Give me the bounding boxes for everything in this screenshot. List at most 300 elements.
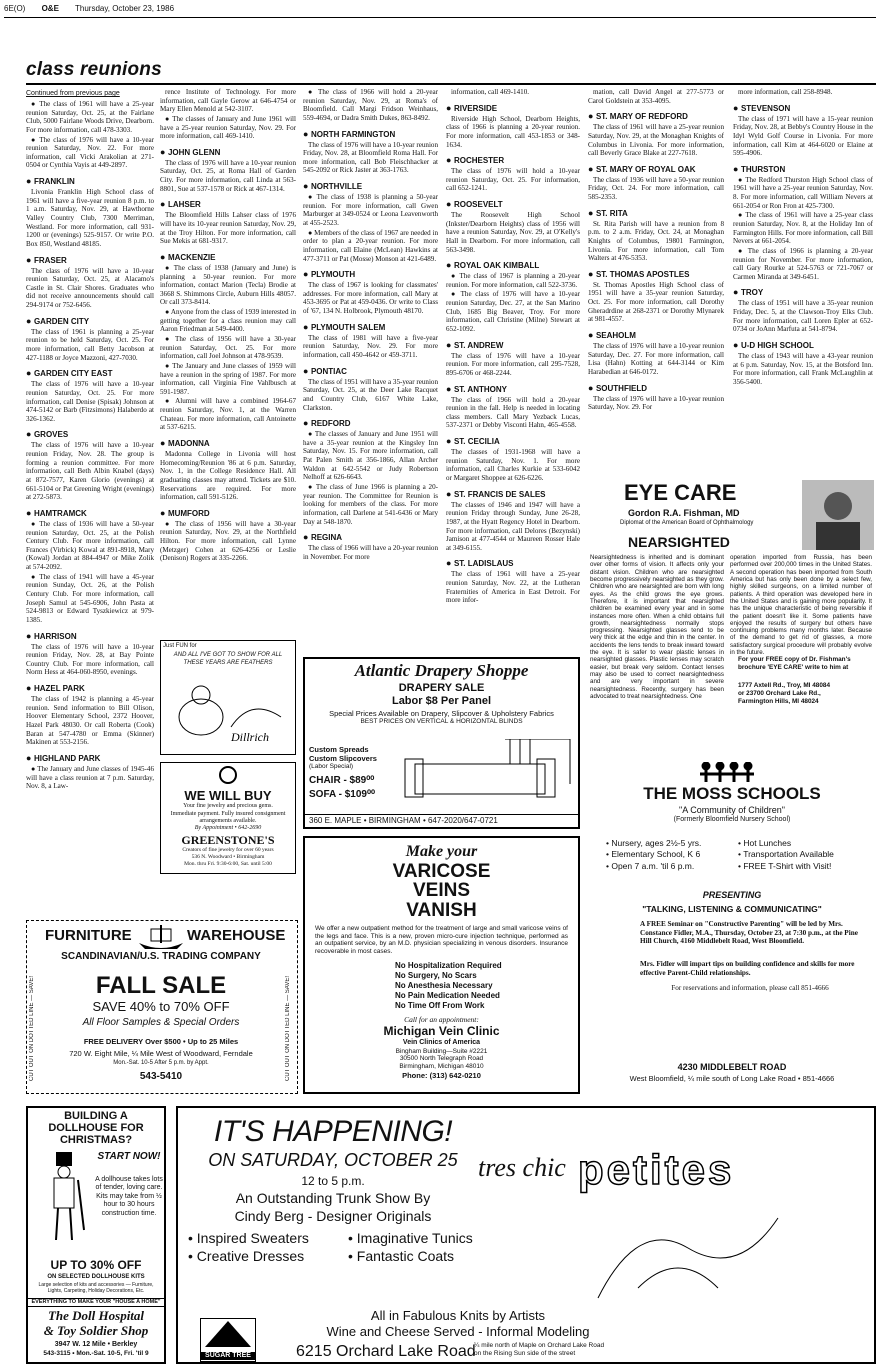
reunion-entry-text: The class of 1976 will have a 10-year reunion Saturday, Oct. 25, at Alacamo's Castle in St. Clair Shores. Graduates who did not receive announcements should call 294-9174 or 752-6456. <box>26 266 154 310</box>
sugar-tree-logo <box>200 1318 256 1362</box>
reunion-school-heading <box>303 269 438 280</box>
bullet-icon: ● <box>733 102 741 113</box>
reunion-entry-text: The class of 1976 will have a 10-year reunion Friday, Nov. 28, at Bloomfield Roma Hall. For more information, call Bob Fleischhacker at 545-2092 or Rick Jaster at 363-1763. <box>303 140 438 175</box>
reunion-school-heading <box>446 103 580 114</box>
petites-cindy: Cindy Berg - Designer Originals <box>234 1208 432 1224</box>
varicose-line-2: VEINS <box>412 880 471 902</box>
reunion-school-heading <box>26 683 154 694</box>
reunion-entry-text: ● The class of 1967 is planning a 20-year reunion. For more information, call 522-3736. <box>446 272 580 289</box>
petites-time: 12 to 5 p.m. <box>301 1174 365 1188</box>
reunion-school-name: STEVENSON <box>740 103 791 113</box>
tree-icon <box>201 1319 255 1349</box>
reunion-entry-text: The class of 1976 will hold a 10-year reunion Saturday, Oct. 25. For information, call 652-1241. <box>446 167 580 193</box>
bullet-icon: ● <box>303 532 311 543</box>
eye-care-address-1: 1777 Axtell Rd., Troy, MI 48084 <box>738 682 830 689</box>
bullet-icon: ● <box>446 155 454 166</box>
reunion-school-heading <box>446 436 580 447</box>
doll-hospital-ad <box>26 1106 166 1364</box>
dillrich-caption: AND ALL I'VE GOT TO SHOW FOR ALL THESE YEARS ARE FEATHERS <box>173 652 283 666</box>
varicose-clinic-1: Vein Clinics of America <box>402 1038 481 1046</box>
petites-date: ON SATURDAY, OCTOBER 25 <box>208 1150 458 1170</box>
reunion-school-heading <box>446 384 580 395</box>
moss-bullets-right <box>738 838 834 872</box>
reunion-entry-text: ● The Redford Thurston High School class of 1961 will have a 25-year reunion Saturday, Nov. 8. For more information, call William Nevers at 661-2054 or Ron Fron at 425-7300. <box>733 175 873 210</box>
reunion-school-name: GARDEN CITY <box>33 316 90 326</box>
bullet-icon: ● <box>446 383 454 394</box>
petites-logo-text: petites <box>578 1146 735 1193</box>
varicose-no-4: No Pain Medication Needed <box>395 991 500 1001</box>
reunion-school-name: SEAHOLM <box>595 331 636 341</box>
furniture-save: SAVE 40% to 70% OFF <box>92 999 230 1014</box>
sofa-illustration <box>395 739 575 809</box>
bullet-icon: ● <box>733 163 741 174</box>
moss-presenting: PRESENTING <box>702 890 762 900</box>
paper-name: O&E <box>41 4 59 13</box>
bullet-icon: ● <box>26 368 34 379</box>
reunion-entry-text: The class of 1943 will have a 43-year reunion at 6 p.m. Saturday, Nov. 15, at the Botsford Inn. For more information, call Frank McLaughlin at 356-5400. <box>733 351 873 386</box>
reunion-column-3 <box>303 88 438 638</box>
reunion-school-heading <box>26 176 154 187</box>
furniture-phone: 543-5410 <box>139 1071 183 1082</box>
varicose-veins-ad <box>303 836 580 1094</box>
reunion-school-name: FRASER <box>33 255 67 265</box>
varicose-clinic-3: 30500 North Telegraph Road <box>399 1055 484 1063</box>
reunion-entry-text: ● The class of 1966 will hold a 20-year reunion Saturday, Nov. 29, at Roma's of Bloomfield. Call Margi Fridson Weinhaus, 559-4694, or Dadra Smith Dukes, 863-8492. <box>303 88 438 122</box>
reunion-entry-text: The class of 1967 is looking for classmates' addresses. For more information, call Mary at 453-3695 or Pat at 459-0436. Or write to Class of '67, 134 N. Holbrook, Plymouth 48170. <box>303 281 438 316</box>
eye-care-free-brochure: For your FREE copy of Dr. Fishman's brochure 'EYE CARE' write to him at <box>738 656 851 671</box>
reunion-entry-text: Livonia Franklin High School class of 1961 will have a five-year reunion 8 p.m. to 1 a.m. Saturday, Nov. 29, at Hawthorne Valley Country Club, 7300 Merriman, Westland. For more information, call 931-1200 or (evenings) 525-9157. Or write P.O. Box 850, Westland 48185. <box>26 188 154 248</box>
drapery-spreads: Custom Spreads <box>309 745 369 754</box>
moss-bullet-3-text: Open 7 a.m. 'til 6 p.m. <box>611 860 695 871</box>
eye-care-doctor: Gordon R.A. Fishman, MD <box>628 508 740 518</box>
moss-schools-ad <box>588 762 876 1094</box>
tres-chic-petites-ad <box>176 1106 876 1364</box>
moss-bullet-6: • FREE T-Shirt with Visit! <box>738 860 832 871</box>
cut-out-note-right: CUT OUT ON DOTTED LINE — SAVE! <box>285 975 291 1081</box>
reunion-entry-text: ● The class of 1966 is planning a 20-year reunion for November. For more information, call Gary Rourke at 524-5763 or 721-7067 or Carmen Miranda at 349-6451. <box>733 246 873 281</box>
moss-formerly: (Formerly Bloomfield Nursery School) <box>673 815 791 823</box>
reunion-entry-text: The class of 1976 will have a 10-year reunion. For more information, call 295-7528, 895-6706 or 468-2244. <box>446 351 580 377</box>
issue-date: Thursday, October 23, 1986 <box>75 4 175 13</box>
reunion-entry-text: The class of 1936 will have a 50-year reunion Friday, Oct. 24. For more information, call 585-2353. <box>588 175 724 202</box>
reunion-column-5 <box>588 88 724 453</box>
reunion-school-name: FRANKLIN <box>33 177 75 187</box>
bullet-icon: ● <box>446 199 454 210</box>
eye-care-right-text: operation imported from Russia, has been performed over 200,000 times in the United States. A second operation has been imported from South America but has only been done by a select few, highly skilled surgeons, on a limited number of patients. A third operation was developed here in the United States and is gaining more popularity. It has the unique characteristic of being reversible if the patient doesn't like it. Some patients have enjoyed the results of surgery but others have continuing problems many months later. Because of the demand to get rid of glasses, a more satisfactory surgical procedure will probably evolve in the future. <box>730 554 872 657</box>
petites-items-right <box>348 1230 473 1265</box>
bullet-icon: ● <box>303 269 311 280</box>
reunion-entry-text: Madonna College in Livonia will host Homecoming/Reunion '86 at 6 p.m. Saturday, Nov. 1, in the College Residence Hall. All graduating classes may attend. Tickets are $10. Reservations are required. For more information, call 591-5126. <box>160 450 296 502</box>
children-icon <box>698 762 758 784</box>
doll-hospital-address: 3947 W. 12 Mile • Berkley <box>54 1341 138 1348</box>
drapery-slipcovers: Custom Slipcovers <box>309 754 377 763</box>
reunion-school-heading <box>160 252 296 263</box>
reunion-entry-text: ● The class of 1961 will have a 25-year reunion Saturday, Oct. 25, at the Fairlane Club, 5000 Fairlane Woods Drive, Dearborn. For more information, call 478-3303. <box>26 100 154 134</box>
reunion-school-name: HIGHLAND PARK <box>33 753 101 763</box>
reunion-school-name: ST. RITA <box>595 208 628 218</box>
reunion-entry-text: ● The classes of January and June 1951 will have a 35-year reunion at the Kingsley Inn Saturday, Nov. 15. For more information, call Pat Palen Smith at 356-1866, Allan Archer Waldon at 642-5542 or Judy Robertson Nelhoff at 626-6643. <box>303 430 438 482</box>
bullet-icon: ● <box>303 128 311 139</box>
moss-bullet-6-text: FREE T-Shirt with Visit! <box>743 860 832 871</box>
moss-tagline: "A Community of Children" <box>679 804 785 815</box>
furniture-hours: Mon.-Sat. 10-5 After 5 p.m. by Appt. <box>113 1060 209 1066</box>
bullet-icon: ● <box>26 254 34 265</box>
reunion-entry-text: ● The class of 1961 will have a 25-year class reunion Saturday, Nov. 8, at the Holiday Inn of Farmington Hills. For more information, call Bill Nevers at 661-2054. <box>733 211 873 246</box>
reunion-school-heading <box>588 208 724 219</box>
reunion-entry-text: ● The class of June 1966 is planning a 20-year reunion. The Committee for Reunion is looking for members of the class. For more information, call Darlene at 541-6436 or Mary Day at 548-1870. <box>303 482 438 526</box>
petites-item-1: • Inspired Sweaters <box>188 1230 309 1246</box>
reunion-school-heading <box>303 181 438 192</box>
greenstone-line-1: Your fine jewelry and precious gems. <box>183 803 273 810</box>
reunion-school-name: ST. MARY OF ROYAL OAK <box>595 164 696 174</box>
drapery-shop-name: Atlantic Drapery Shoppe <box>354 661 529 680</box>
petites-items-left <box>188 1230 309 1265</box>
reunion-entry-text: ● Alumni will have a combined 1964-67 reunion Saturday, Nov. 1, at the Warren Chateau. For more information, call Antoinette at 537-6215. <box>160 397 296 432</box>
reunion-school-heading <box>733 164 873 175</box>
reunion-school-heading <box>26 368 154 379</box>
reunion-school-name: ST. CECILIA <box>453 437 500 447</box>
reunion-school-name: PONTIAC <box>310 366 347 376</box>
reunion-entry-text: The class of 1981 will have a five-year reunion Saturday, Nov. 29. For more information, call 450-4642 or 459-3711. <box>303 333 438 359</box>
furniture-floor-samples: All Floor Samples & Special Orders <box>82 1017 240 1028</box>
reunion-school-name: REDFORD <box>310 419 351 429</box>
bullet-icon: ● <box>26 507 34 518</box>
varicose-no-1: No Hospitalization Required <box>395 961 502 971</box>
moss-bullet-1: • Nursery, ages 2½-5 yrs. <box>606 838 702 848</box>
reunion-entry-text: The class of 1976 will have a 10-year reunion Saturday, Oct. 25. For more information, call Denise (Spisak) Johnson at 474-5142 or Barb (Fitzsimons) Halaberdo at 326-1362. <box>26 380 154 423</box>
reunion-school-heading <box>446 260 580 271</box>
varicose-no-3: No Anesthesia Necessary <box>395 981 493 991</box>
reunion-entry-text: The class of 1966 will have a 20-year reunion in November. For more <box>303 544 438 561</box>
reunion-entry-text: The class of 1966 will hold a 20-year reunion in the fall. Help is needed in locating class members. Call Mary Yezback Lucas, 537-2371 or Debby Visconti Hahn, 465-4558. <box>446 395 580 430</box>
reunion-school-name: NORTHVILLE <box>310 182 363 192</box>
dollhouse-body: A dollhouse takes lots of tender, loving care. Kits may take from ½ hour to 30 hours construction time. <box>95 1176 163 1217</box>
furniture-address: 720 W. Eight Mile, ¼ Mile West of Woodward, Ferndale <box>69 1049 253 1058</box>
moss-address: 4230 MIDDLEBELT ROAD <box>677 1062 787 1072</box>
reunion-school-name: JOHN GLENN <box>167 147 221 157</box>
drapery-labor-price: Labor $8 Per Panel <box>391 695 492 708</box>
varicose-no-list <box>395 961 578 1011</box>
bullet-icon: ● <box>26 176 34 187</box>
moss-bullet-5: • Transportation Available <box>738 849 834 860</box>
varicose-clinic-name: Michigan Vein Clinic <box>383 1024 500 1039</box>
varicose-clinic-phone: Phone: (313) 642-0210 <box>402 1071 481 1081</box>
reunion-school-heading <box>303 418 438 429</box>
petites-wine: Wine and Cheese Served - Informal Modeling <box>326 1324 590 1339</box>
reunion-school-name: PLYMOUTH SALEM <box>310 322 386 332</box>
petites-item-3: • Imaginative Tunics <box>348 1230 473 1246</box>
drapery-sofa-price: SOFA - $109⁰⁰ <box>309 789 376 800</box>
reunion-school-heading <box>733 340 873 351</box>
reunion-entry-text: ● Members of the class of 1967 are needed in order to plan a 20-year reunion. For more information, call Elaine (McLean) Hawkins at 477-3711 or Pat (Mosse) Monson at 421-6489. <box>303 228 438 263</box>
greenstone-line-4: Creators of fine jewelry for over 60 years <box>182 847 274 854</box>
reunion-entry-text: St. Thomas Apostles High School class of 1951 will have a 35-year reunion Saturday, Oct. 25. For more information, call Dorothy Gheradrdine at 268-2371 or Dorothy Mlynarek at 981-4557. <box>588 280 724 324</box>
reunion-school-heading <box>303 322 438 333</box>
bullet-icon: ● <box>588 268 596 279</box>
moss-reservations: For reservations and information, please call 851-4666 <box>671 984 829 992</box>
reunion-entry-text: information, call 469-1410. <box>451 88 530 96</box>
reunion-school-heading <box>160 508 296 519</box>
sugar-tree-text: SUGAR TREE <box>201 1352 255 1361</box>
reunion-school-name: U-D HIGH SCHOOL <box>740 341 814 350</box>
reunion-entry-text: The class of 1951 will have a 35-year reunion Friday, Dec. 5, at the Clawson-Troy Elks Club. For more information, call Loren Epler at 652-0734 or JoAnn Marfuta at 541-8794. <box>733 299 873 334</box>
reunion-school-heading <box>26 429 154 440</box>
bullet-icon: ● <box>446 558 454 569</box>
bullet-icon: ● <box>160 251 168 262</box>
reunion-school-heading <box>160 438 296 449</box>
eye-care-title: EYE CARE <box>624 480 737 505</box>
petites-item-2: • Creative Dresses <box>188 1247 305 1264</box>
petites-item-1-text: Inspired Sweaters <box>196 1230 309 1246</box>
will-buy-heading: WE WILL BUY <box>184 787 272 803</box>
reunion-entry-text: rence Institute of Technology. For more information, call Gayle Gerow at 646-4754 or Mary Ellen Menold at 542-3107. <box>160 88 296 114</box>
reunion-school-heading <box>446 155 580 166</box>
reunion-entry-text: ● Anyone from the class of 1939 interested in getting together for a class reunion may call Aaron Friedman at 549-4400. <box>160 308 296 334</box>
dillrich-top: Just FUN for <box>163 643 197 649</box>
reunion-school-name: ST. MARY OF REDFORD <box>595 112 688 122</box>
reunion-school-heading <box>303 366 438 377</box>
section-title: class reunions <box>26 59 162 80</box>
reunion-entry-text: ● The class of 1976 will have a 10-year reunion Saturday, Nov. 22. For more information, call Vicki Arakolian at 271-0504 or Cynthia Vayis at 449-2897. <box>26 135 154 170</box>
fashion-sketch-illustration <box>578 1208 798 1308</box>
bullet-icon: ● <box>303 321 311 332</box>
reunion-entry-text: The class of 1951 will have a 35-year reunion Saturday, Oct. 25, at the Deer Lake Racquet and Country Club, 6167 White Lake, Clarkston. <box>303 377 438 412</box>
drapery-address: 360 E. MAPLE • BIRMINGHAM • 647-2020/647-0721 <box>305 814 578 827</box>
tres-chic-logo-text: tres chic <box>478 1153 566 1182</box>
reunion-school-heading <box>303 129 438 140</box>
reunion-school-heading <box>446 558 580 569</box>
reunion-column-6 <box>733 88 873 453</box>
continued-note: Continued from previous page <box>26 90 120 97</box>
moss-schools-name: THE MOSS SCHOOLS <box>643 784 821 803</box>
moss-bullet-4: • Hot Lunches <box>738 838 792 848</box>
bullet-icon: ● <box>160 146 168 157</box>
petites-item-3-text: Imaginative Tunics <box>356 1230 473 1246</box>
reunion-school-name: LAHSER <box>167 200 201 210</box>
drapery-labor-special: (Labor Special) <box>309 763 354 770</box>
bullet-icon: ● <box>26 429 34 440</box>
reunion-entry-text: The class of 1961 is planning a 25-year reunion to be held Saturday, Oct. 25. For more information, call Betty Jacobson at 427-1188 or Joyce Mazzoni, 427-7030. <box>26 327 154 362</box>
its-happening-heading: IT'S HAPPENING! <box>213 1115 453 1148</box>
reunion-school-heading <box>303 532 438 543</box>
greenstones-name: GREENSTONE'S <box>181 832 275 847</box>
bullet-icon: ● <box>26 683 34 694</box>
dillrich-ad <box>160 640 296 755</box>
moss-bullet-2-text: Elementary School, K 6 <box>611 849 701 860</box>
dollhouse-selected: ON SELECTED DOLLHOUSE KITS <box>47 1274 145 1280</box>
reunion-entry-text: The Bloomfield Hills Lahser class of 1976 will have its 10-year reunion Saturday, Nov. 29, at the Troy Hilton. For more information, call Sue Mekis at 681-9317. <box>160 211 296 246</box>
doll-hospital-hours: 543-3115 • Mon.-Sat. 10-5, Fri. 'til 9 <box>43 1350 149 1357</box>
greenstones-ad <box>160 762 296 874</box>
title-rule <box>26 83 876 85</box>
bullet-icon: ● <box>588 111 596 122</box>
svg-text:Dillrich: Dillrich <box>231 729 269 744</box>
reunion-column-4 <box>446 88 580 638</box>
moss-seminar-desc-2: Mrs. Fidler will impart tips on building confidence and skills for more effective Parent-Child relationships. <box>640 960 855 977</box>
varicose-make-your: Make your <box>405 843 478 860</box>
viking-ship-icon <box>137 923 185 951</box>
bullet-icon: ● <box>26 315 34 326</box>
petites-address-note-1: ¼ mile north of Maple on Orchard Lake Road <box>474 1342 605 1349</box>
reunion-entry-text: ● The classes of January and June 1961 will have a 25-year reunion Saturday, Nov. 29. For more information, call 469-1410. <box>160 114 296 141</box>
bullet-icon: ● <box>733 340 741 350</box>
reunion-school-heading <box>26 753 154 764</box>
reunion-entry-text: The class of 1976 will have a 10-year reunion Friday, Nov. 28. The group is forming a reunion committee. For more information, call Beth Albin Knabel (days) at 872-7577, Karen Glorio (evenings) at 661-5104 or Pat Greening Wright (evenings) at 272-5873. <box>26 441 154 502</box>
reunion-school-heading <box>588 164 724 175</box>
moss-seminar-title: "TALKING, LISTENING & COMMUNICATING" <box>642 904 822 914</box>
eye-care-diploma: Diplomat of the American Board of Ophthalmology <box>620 520 754 526</box>
bullet-icon: ● <box>588 207 596 218</box>
reunion-school-name: THURSTON <box>740 164 786 174</box>
dollhouse-title: BUILDING A DOLLHOUSE FOR CHRISTMAS? <box>48 1110 144 1147</box>
bullet-icon: ● <box>160 507 168 518</box>
reunion-entry-text: Riverside High School, Dearborn Heights, class of 1966 is planning a 20-year reunion. For more information, call 453-1853 or 348-1634. <box>446 114 580 149</box>
reunion-entry-text: ● The January and June classes of 1945-46 will have a class reunion at 7 p.m. Saturday, Nov. 8, a Law- <box>26 764 154 791</box>
reunion-school-name: REGINA <box>310 533 343 543</box>
reunion-entry-text: ● The class of 1956 will have a 30-year reunion Saturday, Nov. 29, at the Northfield Hilton. For more information, call Lynne (Metzger) Cohen at 626-4256 or Leslie (Denison) Rogers at 335-2266. <box>160 519 296 563</box>
doctor-photo <box>802 480 874 550</box>
reunion-school-name: ST. ANTHONY <box>453 384 507 394</box>
moss-bullet-5-text: Transportation Available <box>743 849 834 860</box>
bullet-icon: ● <box>160 438 168 449</box>
greenstone-line-2: Immediate payment. Fully insured consignment arrangements available. <box>170 810 286 825</box>
bullet-icon: ● <box>588 382 596 393</box>
petites-address-note-2: on the Rising Sun side of the street <box>474 1350 576 1357</box>
drapery-sale-heading: DRAPERY SALE <box>398 681 485 694</box>
page-number: 6E(O) <box>4 4 26 13</box>
varicose-clinic-4: Birmingham, Michigan 48010 <box>399 1063 484 1071</box>
reunion-school-name: MADONNA <box>167 439 210 449</box>
reunion-entry-text: The class of 1976 will have a 10-year reunion Saturday, Dec. 27. For more information, call Lisa (Hahn) Kotting at 644-3144 or Kim Harabedian at 646-0172. <box>588 342 724 376</box>
reunion-school-name: ST. LADISLAUS <box>453 559 514 569</box>
furniture-subtitle: SCANDINAVIAN/U.S. TRADING COMPANY <box>61 951 261 962</box>
atlantic-drapery-ad <box>303 657 580 829</box>
varicose-no-5: No Time Off From Work <box>395 1001 485 1011</box>
eye-care-ad <box>588 478 876 710</box>
reunion-school-heading <box>26 631 154 642</box>
drapery-best: BEST PRICES ON VERTICAL & HORIZONTAL BLINDS <box>360 717 523 725</box>
reunion-school-name: ST. THOMAS APOSTLES <box>595 269 690 279</box>
furniture-warehouse-ad <box>26 920 298 1094</box>
reunion-entry-text: ● The January and June classes of 1959 will have a reunion in the spring of 1987. For more information, call Virginia Fine Vahlbusch at 591-1987. <box>160 361 296 396</box>
moss-bullet-1-text: Nursery, ages 2½-5 yrs. <box>611 838 702 848</box>
varicose-clinic-2: Bingham Building—Suite #2221 <box>395 1047 488 1055</box>
fall-sale-heading: FALL SALE <box>95 972 227 999</box>
varicose-line-3: VANISH <box>406 900 477 922</box>
reunion-school-heading <box>160 199 296 210</box>
bullet-icon: ● <box>446 260 454 271</box>
bullet-icon: ● <box>303 418 311 429</box>
doll-hospital-name-1: The Doll Hospital <box>47 1308 145 1323</box>
warehouse-word: WAREHOUSE <box>187 927 286 944</box>
reunion-entry-text: The class of 1976 will have a 10-year reunion Friday, Nov. 28, at Bay Pointe Country Club. For more information, call Norm Hess at 464-060-8950, evenings. <box>26 642 154 677</box>
bullet-icon: ● <box>446 339 454 350</box>
reunion-entry-text: ● The class of 1938 is planning a 50-year reunion. For more information, call Gwen Marburger at 349-0524 or Leona Leavenworth at 455-2523. <box>303 193 438 227</box>
reunion-school-heading <box>588 111 724 122</box>
nearsighted-heading: NEARSIGHTED <box>628 534 730 550</box>
toy-soldier-illustration <box>34 1150 94 1250</box>
reunion-entry-text: ● The class of 1936 will have a 50-year reunion Saturday, Oct. 25, at the Polish Century Club. For more information, call Frances (Virbick) Kowal at 891-8918, Mary (Kowal) Jordan at 884-4947 or Mike Zolik at 574-2092. <box>26 519 154 572</box>
furniture-delivery: FREE DELIVERY Over $500 • Up to 25 Miles <box>83 1037 239 1046</box>
bullet-icon: ● <box>160 199 168 210</box>
varicose-line-1: VARICOSE <box>392 860 491 882</box>
bullet-icon: ● <box>26 752 34 763</box>
reunion-school-name: HARRISON <box>33 631 77 641</box>
bullet-icon: ● <box>733 287 741 298</box>
moss-address-2: West Bloomfield, ¼ mile south of Long Lake Road • 851-4666 <box>629 1074 835 1083</box>
reunion-school-heading <box>446 340 580 351</box>
reunion-school-name: ROOSEVELT <box>453 200 503 210</box>
reunion-school-name: ST. FRANCIS DE SALES <box>453 489 546 499</box>
reunion-entry-text: The class of 1961 will have a 25-year reunion Saturday, Nov. 22, at the Lutheran Fraternities of America in East Detroit. For more infor- <box>446 570 580 605</box>
reunion-school-name: GARDEN CITY EAST <box>33 369 113 379</box>
reunion-school-name: ST. ANDREW <box>453 340 504 350</box>
moss-bullet-4-text: Hot Lunches <box>743 838 792 848</box>
reunion-entry-text: The classes of 1946 and 1947 will have a reunion Friday through Sunday, June 26-28, 1987, at the Hyatt Regency Hotel in Dearborn. For more information, call Delores (Bezynski) Jamison at 477-4544 or Maureen Rosser Hale at 349-6155. <box>446 500 580 552</box>
reunion-entry-text: St. Rita Parish will have a reunion from 8 p.m. to 2 a.m. Friday, Oct. 24, at Monaghan Knights of Columbus, 19801 Farmington, Livonia. For more information, call Tom Walters at 476-5353. <box>588 219 724 263</box>
eye-care-address-2: or 23700 Orchard Lake Rd., <box>738 690 821 697</box>
eye-care-left-text: Nearsightedness is inherited and is dominant over other forms of vision. It affects only your distant vision. Children who are nearsighted become progressively nearsighted as they grow. Children who are nearsighted are born with long eyes. As the child grows the eye grows. Therefore, it is important that nearsighted children be examined every year and in some instances more often. When a child obtains full growth, nearsightedness normally stops progressing. Nearsighted glasses tend to be very thick at the edge and thin in the center. In accidents the lens tends to break inward toward the eye. It is safer to wear plastic lenses in nearsighted glasses. Plastic lenses may scratch easier, but break very seldom. Contact lenses may also be used to correct nearsightedness and are very important in severe nearsightedness. Recently, surgery has been advocated to treat nearsightedness. One <box>590 554 724 700</box>
bullet-icon: ● <box>588 330 596 341</box>
reunion-entry-text: The class of 1942 is planning a 45-year reunion. Send information to Bill Olison, Hoover Elementary School, 2372 Hoover, Hazel Park 48030. Or call Roberta (Cook) Baran at 547-4780 or Emma (Skinner) Makinen at 553-2156. <box>26 695 154 747</box>
dollhouse-start-now: START NOW! <box>97 1151 161 1162</box>
bullet-icon: ● <box>303 365 311 376</box>
moss-seminar-desc: A FREE Seminar on "Constructive Parenting" will be led by Mrs. Constance Fidler, M.A., Thursday, October 23, at 7:30 p.m., at the Pine Hill Church, 4160 Middlebelt Road, West Bloomfield. <box>640 920 858 946</box>
reunion-school-name: ROCHESTER <box>453 156 505 166</box>
drapery-chair-price: CHAIR - $89⁰⁰ <box>309 775 375 786</box>
reunion-school-name: SOUTHFIELD <box>595 383 648 393</box>
reunion-entry-text: ● The class of 1938 (January and June) is planning a 50-year reunion. For more information, contact Marion (Tecla) Brodie at 3668 S. Shimmons Circle, Auburn Hills 48057. Or call 373-8414. <box>160 263 296 307</box>
reunion-column-1 <box>26 100 154 905</box>
moss-bullet-2: • Elementary School, K 6 <box>606 849 701 860</box>
reunion-school-heading <box>26 316 154 327</box>
dollhouse-selection: Large selection of kits and accessories — Furniture, Lights, Carpeting, Holiday Decorations, Etc. <box>38 1282 154 1295</box>
reunion-school-heading <box>160 147 296 158</box>
page-header <box>4 4 876 18</box>
reunion-school-heading <box>588 330 724 341</box>
reunion-entry-text: ● The class of 1941 will have a 45-year reunion Sunday, Oct. 26, at the Polish Century Club. For more information, call Joseph Samul at 545-6906, John Pasta at 524-9813 or Edward Tyszkiewicz at 979-1385. <box>26 572 154 624</box>
reunion-school-name: HAMTRAMCK <box>33 508 87 518</box>
reunion-school-heading <box>26 255 154 266</box>
bullet-icon: ● <box>446 436 454 447</box>
reunion-entry-text: ● The class of 1976 will have a 10-year reunion Saturday, Dec. 27, at the San Marino Club, 1685 Big Beaver, Troy. For more information, call Christine (Milne) Stewart at 652-1092. <box>446 290 580 334</box>
eye-care-address-3: Farmington Hills, MI 48024 <box>738 698 819 705</box>
reunion-entry-text: more information, call 258-8948. <box>738 88 833 96</box>
varicose-call: Call for an appointment: <box>404 1015 479 1025</box>
reunion-school-name: ROYAL OAK KIMBALL <box>453 261 540 271</box>
reunion-school-name: MUMFORD <box>167 508 210 518</box>
greenstone-line-6: Mon. thru Fri. 9:30-6:00, Sat. until 5:00 <box>184 860 272 867</box>
petites-item-4: • Fantastic Coats <box>348 1247 455 1264</box>
reunion-school-name: PLYMOUTH <box>310 270 356 280</box>
reunion-entry-text: ● The class of 1956 will have a 30-year reunion Saturday, Oct. 25. For more information, call Joel Johnson at 478-9539. <box>160 335 296 361</box>
bullet-icon: ● <box>446 102 454 113</box>
reunion-column-2 <box>160 88 296 633</box>
petites-item-4-text: Fantastic Coats <box>356 1247 455 1264</box>
reunion-school-heading <box>733 103 873 114</box>
moss-bullet-3: • Open 7 a.m. 'til 6 p.m. <box>606 860 695 871</box>
petites-trunk-show: An Outstanding Trunk Show By <box>235 1190 431 1206</box>
reunion-school-heading <box>446 489 580 500</box>
greenstone-line-3: By Appointment • 642-2690 <box>194 825 262 832</box>
reunion-entry-text: mation, call David Angel at 277-5773 or Carol Goldstein at 353-4095. <box>588 88 724 105</box>
varicose-no-2: No Surgery, No Scars <box>395 971 477 981</box>
petites-item-2-text: Creative Dresses <box>196 1247 305 1264</box>
bullet-icon: ● <box>446 488 454 499</box>
reunion-school-name: TROY <box>740 288 764 298</box>
bullet-icon: ● <box>588 163 596 174</box>
moss-bullets-left <box>606 838 701 872</box>
